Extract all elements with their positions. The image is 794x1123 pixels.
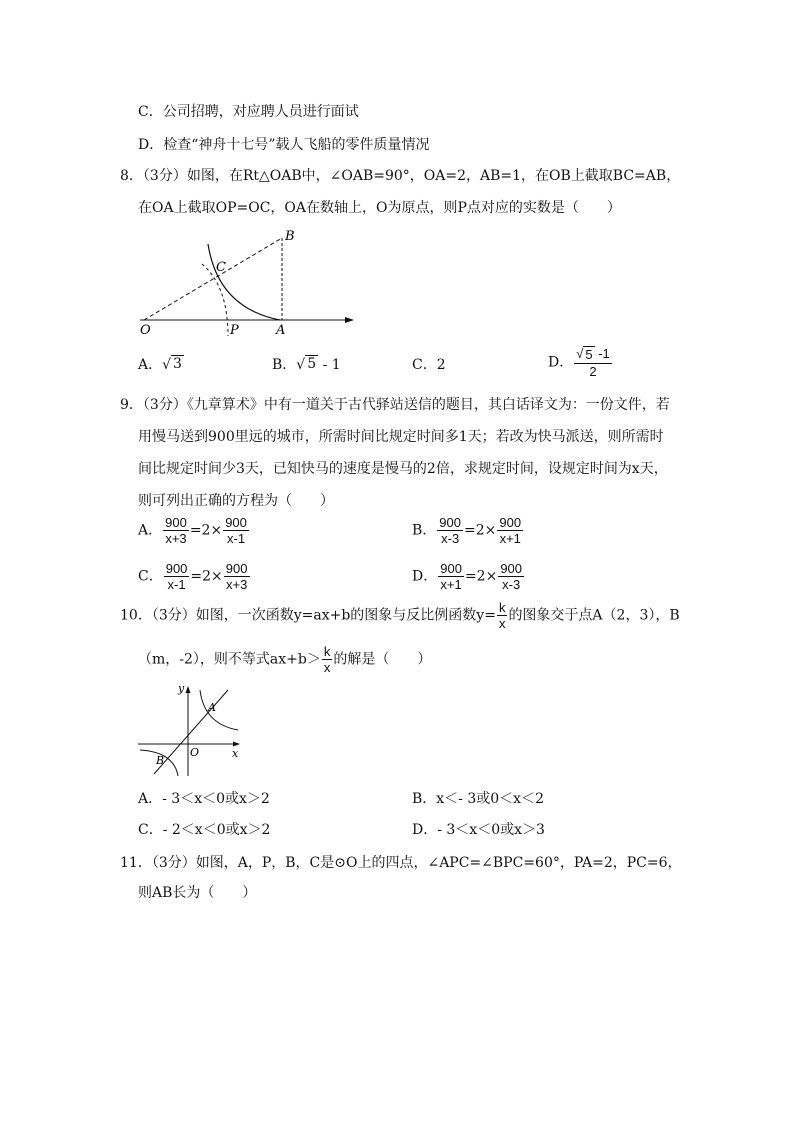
fraction: $\frac{900}{x-1}$ (165, 561, 188, 592)
q7-option-d: D．检查“神舟十七号”载人飞船的零件质量情况 (138, 137, 430, 153)
fraction: $\frac{900}{x+3}$ (225, 561, 248, 592)
equation-mid: =2× (464, 522, 497, 539)
q10-y-eq: y= (476, 607, 496, 624)
q9-stem-line-4: 则可列出正确的方程为（ ） (138, 493, 334, 509)
q10-option-c: C．- 2＜x＜0或x＞2 (138, 822, 271, 838)
q8-option-d-den: 2 (589, 364, 597, 379)
q9-option-d (412, 561, 525, 592)
q9-option-a (138, 515, 250, 546)
q9-option-c (138, 561, 251, 592)
q9-stem-line-3: 间比规定时间少3天，已知快马的速度是慢马的2倍，求规定时间，设规定时间为x天， (138, 461, 668, 477)
sqrt-sign: √ 3 (162, 356, 182, 373)
fraction: $\frac{k}{x}$ (498, 600, 506, 631)
q8-stem-line-1: 8．（3分）如图，在Rt△OAB中，∠OAB=90°，OA=2，AB=1，在OB上截取BC=AB， (120, 168, 681, 184)
q7-option-c: C．公司招聘，对应聘人员进行面试 (138, 104, 359, 120)
q8-arc-bc (208, 244, 280, 320)
q10-x-arrow (233, 742, 240, 747)
q8-option-d (548, 346, 613, 379)
q10-figure (134, 680, 249, 780)
fraction: $\frac{900}{x-3}$ (500, 561, 523, 592)
q8-label-b: B (285, 229, 295, 244)
q11-stem-line-1: 11．（3分）如图，A，P，B，C是⊙O上的四点，∠APC=∠BPC=60°，PA=2，PC=6， (120, 855, 682, 871)
fraction: $\frac{900}{x-3}$ (439, 515, 461, 546)
q9-stem-line-2: 用慢马送到900里远的城市，所需时间比规定时间多1天；若改为快马派送，则所需时 (138, 429, 664, 445)
q8-axis-arrow (345, 317, 354, 323)
q10-y-arrow (186, 686, 191, 693)
q10-option-b: B．x＜- 3或0＜x＜2 (412, 791, 544, 807)
q10-stem-part: 的图象交于点A（2，3），B (508, 607, 680, 624)
q10-stem-line-1 (120, 600, 680, 631)
q10-stem-part: 10．（3分）如图，一次函数y=ax+b的图象与反比例函数 (120, 607, 477, 624)
fraction: $\frac{900}{x+1}$ (499, 515, 522, 546)
q8-option-d-fraction (574, 346, 612, 379)
q10-option-a: A．- 3＜x＜0或x＞2 (138, 791, 270, 807)
q8-option-d-radicand: 5 (585, 347, 593, 362)
q10-stem-part: 的解是（ ） (333, 651, 432, 668)
fraction: $\frac{900}{x+1}$ (440, 561, 462, 592)
q10-label-o: O (190, 746, 200, 759)
q8-label-p: P (230, 323, 239, 338)
q8-option-b-radicand: 5 (307, 356, 317, 372)
fraction: $\frac{900}{x+3}$ (165, 515, 187, 546)
q8-option-a-radicand: 3 (173, 356, 182, 372)
q9-option-b (412, 515, 524, 546)
q8-option-d-num-tail: -1 (594, 346, 610, 361)
fraction: $\frac{900}{x-1}$ (225, 515, 247, 546)
fraction: $\frac{k}{x}$ (323, 644, 331, 675)
q8-option-b-tail: - 1 (318, 357, 341, 373)
sqrt-sign: √ 5 (296, 356, 317, 373)
q10-stem-line-2 (138, 644, 431, 675)
q10-hyperbola-branch-1 (200, 690, 238, 730)
q9-stem-line-1: 9．（3分）《九章算术》中有一道关于古代驿站送信的题目，其白话译文为：一份文件，若 (120, 397, 670, 413)
q8-figure (130, 224, 370, 344)
q11-stem-line-2: 则AB长为（ ） (138, 885, 257, 901)
q9-option-b-label: B． (412, 522, 437, 539)
q8-segment-ob (144, 238, 282, 320)
q10-label-y: y (178, 682, 185, 695)
equation-mid: =2× (464, 568, 498, 585)
q10-label-b: B (156, 754, 165, 767)
q10-option-d: D．- 3＜x＜0或x＞3 (412, 822, 545, 838)
q8-option-b (272, 355, 341, 375)
q8-option-a (138, 355, 184, 375)
q9-option-c-label: C． (138, 568, 163, 585)
equation-mid: =2× (190, 568, 223, 585)
q9-option-d-label: D． (412, 568, 438, 585)
q8-option-a-label: A． (138, 357, 163, 373)
q8-label-c: C (216, 260, 226, 275)
q10-label-a: A (208, 701, 216, 714)
q9-option-a-label: A． (138, 522, 163, 539)
q10-linear-graph (154, 690, 228, 774)
sqrt-sign: √ 5 (576, 346, 593, 362)
q8-label-a: A (276, 323, 286, 338)
q8-option-b-label: B． (272, 357, 297, 373)
equation-mid: =2× (189, 522, 223, 539)
q8-label-o: O (140, 323, 151, 338)
q8-option-c: C．2 (412, 357, 446, 373)
q8-stem-line-2: 在OA上截取OP=OC，OA在数轴上，O为原点，则P点对应的实数是（ ） (138, 200, 621, 216)
q8-option-d-label: D． (548, 354, 574, 371)
q10-stem-part: （m，-2），则不等式ax+b＞ (138, 651, 321, 668)
q10-label-x: x (232, 747, 239, 760)
